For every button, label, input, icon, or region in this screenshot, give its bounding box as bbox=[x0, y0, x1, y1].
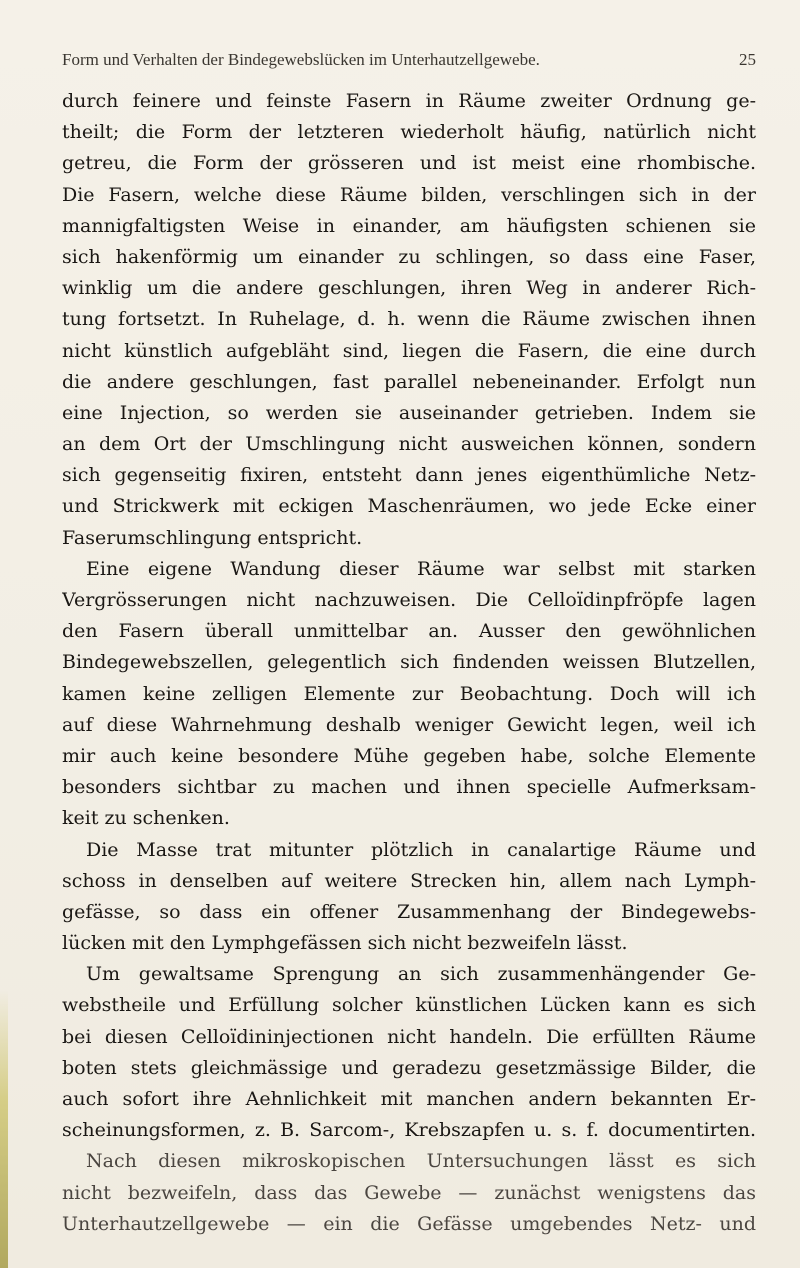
text-line: Vergrösserungen nicht nachzuweisen. Die Celloïdinpfröpfe lagen bbox=[62, 589, 756, 611]
text-line: keit zu schenken. bbox=[62, 807, 230, 830]
text-line: Unterhautzellgewebe — ein die Gefässe umgebendes Netz- und bbox=[62, 1212, 756, 1235]
text-line: bei diesen Celloïdininjectionen nicht handeln. Die erfüllten Räume bbox=[62, 1025, 756, 1048]
text-line: Bindegewebszellen, gelegentlich sich findenden weissen Blutzellen, bbox=[62, 651, 756, 674]
text-line: nicht bezweifeln, dass das Gewebe — zunächst wenigstens das bbox=[62, 1181, 756, 1204]
text-line: getreu, die Form der grösseren und ist meist eine rhombische. bbox=[62, 152, 756, 175]
text-line: gefässe, so dass ein offener Zusammenhang der Bindegewebs- bbox=[62, 900, 756, 923]
text-line: webstheile und Erfüllung solcher künstlichen Lücken kann es sich bbox=[62, 994, 756, 1017]
text-line: Die Fasern, welche diese Räume bilden, verschlingen sich in der bbox=[62, 183, 756, 206]
text-line: eine Injection, so werden sie auseinander getrieben. Indem sie bbox=[62, 401, 756, 424]
text-line: besonders sichtbar zu machen und ihnen specielle Aufmerksam- bbox=[62, 776, 756, 799]
text-line: sich gegenseitig fixiren, entsteht dann jenes eigenthümliche Netz- bbox=[62, 464, 756, 487]
text-line: Eine eigene Wandung dieser Räume war selbst mit starken bbox=[86, 557, 756, 580]
text-line: sich hakenförmig um einander zu schlingen, so dass eine Faser, bbox=[62, 245, 756, 268]
text-line: theilt; die Form der letzteren wiederholt häufig, natürlich nicht bbox=[62, 121, 756, 144]
text-line: Die Masse trat mitunter plötzlich in canalartige Räume und bbox=[86, 838, 756, 861]
text-line: mir auch keine besondere Mühe gegeben habe, solche Elemente bbox=[62, 744, 756, 767]
text-line: lücken mit den Lymphgefässen sich nicht bezweifeln lässt. bbox=[62, 932, 628, 955]
text-line: durch feinere und feinste Fasern in Räume zweiter Ordnung ge- bbox=[62, 90, 756, 112]
text-line: kamen keine zelligen Elemente zur Beobachtung. Doch will ich bbox=[62, 682, 756, 705]
text-line: winklig um die andere geschlungen, ihren Weg in anderer Rich- bbox=[62, 277, 756, 300]
body-text bbox=[62, 86, 756, 1240]
text-line: auch sofort ihre Aehnlichkeit mit manchen andern bekannten Er- bbox=[62, 1088, 756, 1110]
text-line: scheinungsformen, z. B. Sarcom-, Krebszapfen u. s. f. documentirten. bbox=[62, 1119, 756, 1142]
text-line: auf diese Wahrnehmung deshalb weniger Gewicht legen, weil ich bbox=[62, 713, 756, 736]
page-edge-stain bbox=[0, 990, 8, 1268]
text-line: an dem Ort der Umschlingung nicht ausweichen können, sondern bbox=[62, 433, 756, 456]
text-line: Nach diesen mikroskopischen Untersuchungen lässt es sich bbox=[86, 1150, 756, 1173]
text-line: nicht künstlich aufgebläht sind, liegen die Fasern, die eine durch bbox=[62, 339, 756, 362]
text-line: schoss in denselben auf weitere Strecken hin, allem nach Lymph- bbox=[62, 869, 756, 892]
text-line: und Strickwerk mit eckigen Maschenräumen, wo jede Ecke einer bbox=[62, 495, 756, 518]
running-title: Form und Verhalten der Bindegewebslücken im Unterhautzellgewebe. bbox=[62, 50, 540, 69]
text-line: mannigfaltigsten Weise in einander, am häufigsten schienen sie bbox=[62, 214, 756, 237]
text-line: tung fortsetzt. In Ruhelage, d. h. wenn die Räume zwischen ihnen bbox=[62, 308, 756, 331]
text-line: den Fasern überall unmittelbar an. Ausser den gewöhnlichen bbox=[62, 620, 756, 643]
page-number: 25 bbox=[739, 50, 756, 69]
text-line: boten stets gleichmässige und geradezu gesetzmässige Bilder, die bbox=[62, 1056, 756, 1079]
text-line: Faserumschlingung entspricht. bbox=[62, 526, 363, 549]
text-line: die andere geschlungen, fast parallel nebeneinander. Erfolgt nun bbox=[62, 370, 756, 393]
text-line: Um gewaltsame Sprengung an sich zusammenhängender Ge- bbox=[86, 963, 756, 986]
